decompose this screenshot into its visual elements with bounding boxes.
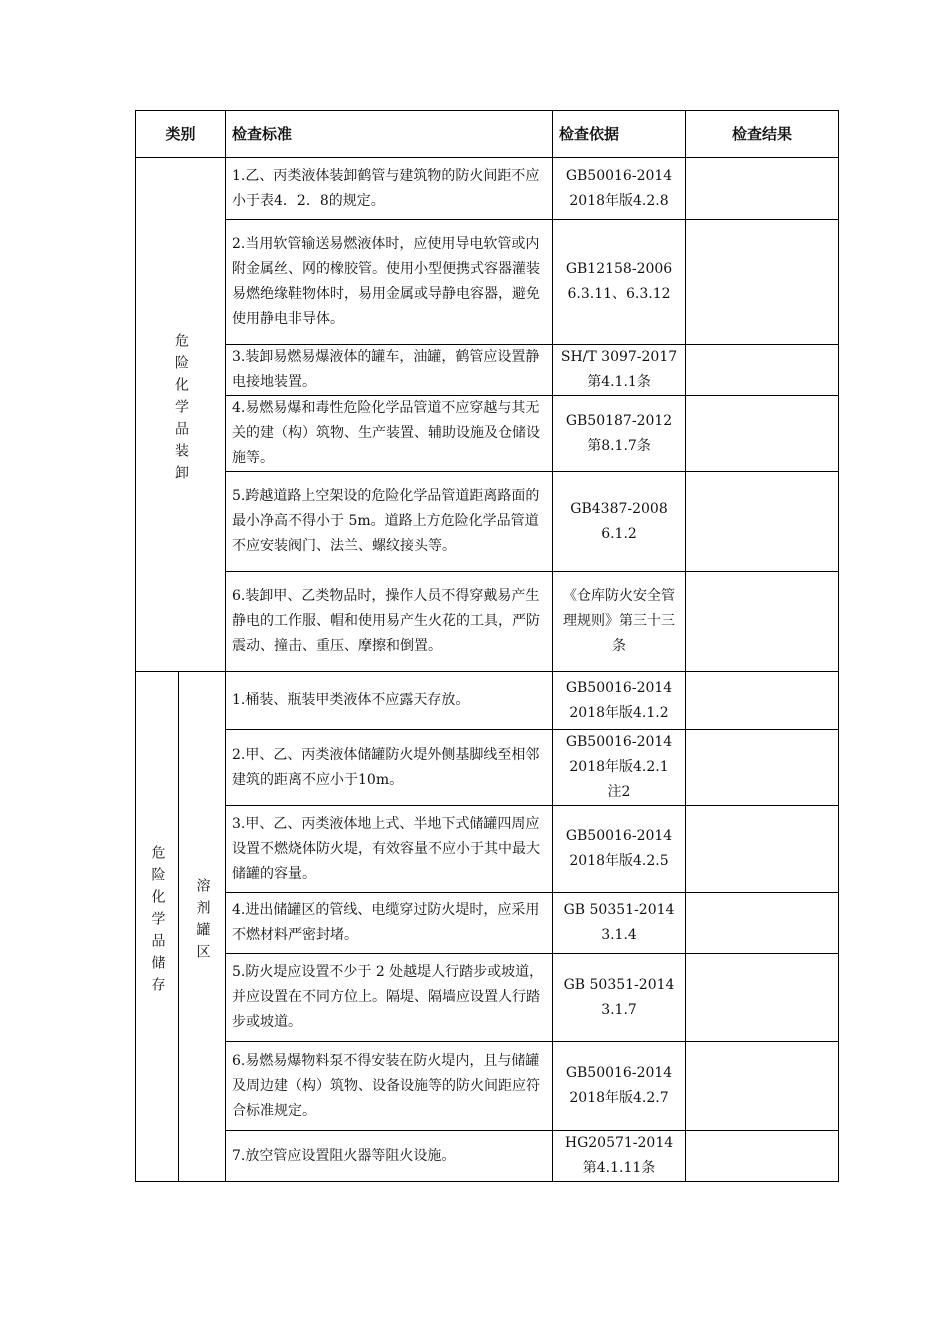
table-row: [136, 954, 839, 1042]
basis-cell: GB 50351-2014 3.1.4: [553, 893, 686, 954]
table-row: [136, 220, 839, 345]
result-cell[interactable]: [686, 158, 839, 220]
table-row: [136, 893, 839, 954]
table-row: [136, 572, 839, 672]
standard-cell: 6.装卸甲、乙类物品时，操作人员不得穿戴易产生静电的工作服、帽和使用易产生火花的工具，严防震动、撞击、重压、摩擦和倒置。: [226, 572, 553, 672]
standard-cell: 2.当用软管输送易燃液体时，应使用导电软管或内附金属丝、网的橡胶管。使用小型便携式容器灌装易燃绝缘鞋物体时，易用金属或导静电容器，避免使用静电非导体。: [226, 220, 553, 345]
table-row: [136, 1131, 839, 1182]
result-cell[interactable]: [686, 572, 839, 672]
basis-cell: GB50016-2014 2018年版4.2.1 注2: [553, 730, 686, 806]
standard-cell: 6.易燃易爆物料泵不得安装在防火堤内，且与储罐及周边建（构）筑物、设备设施等的防火间距应符合标准规定。: [226, 1042, 553, 1131]
category-label: 危险化学品储存: [149, 845, 166, 999]
header-category: 类别: [136, 111, 226, 158]
standard-cell: 5.防火堤应设置不少于 2 处越堤人行踏步或坡道，并应设置在不同方位上。隔堤、隔墙应设置人行踏步或坡道。: [226, 954, 553, 1042]
result-cell[interactable]: [686, 345, 839, 396]
standard-cell: 1.桶装、瓶装甲类液体不应露天存放。: [226, 672, 553, 730]
basis-cell: GB 50351-2014 3.1.7: [553, 954, 686, 1042]
inspection-table: [135, 110, 839, 1182]
basis-cell: 《仓库防火安全管理规则》第三十三条: [553, 572, 686, 672]
result-cell[interactable]: [686, 220, 839, 345]
basis-cell: GB12158-2006 6.3.11、6.3.12: [553, 220, 686, 345]
basis-cell: GB50016-2014 2018年版4.1.2: [553, 672, 686, 730]
table-row: [136, 672, 839, 730]
table-row: [136, 345, 839, 396]
header-basis: 检查依据: [553, 111, 686, 158]
standard-cell: 3.甲、乙、丙类液体地上式、半地下式储罐四周应设置不燃烧体防火堤，有效容量不应小于其中最大储罐的容量。: [226, 806, 553, 893]
category-cell-storage: [136, 672, 179, 1182]
result-cell[interactable]: [686, 472, 839, 572]
table-row: [136, 806, 839, 893]
standard-cell: 2.甲、乙、丙类液体储罐防火堤外侧基脚线至相邻建筑的距离不应小于10m。: [226, 730, 553, 806]
subcategory-cell: [179, 672, 226, 1182]
table-row: [136, 730, 839, 806]
result-cell[interactable]: [686, 806, 839, 893]
basis-cell: GB50016-2014 2018年版4.2.7: [553, 1042, 686, 1131]
result-cell[interactable]: [686, 893, 839, 954]
result-cell[interactable]: [686, 1131, 839, 1182]
table-row: [136, 472, 839, 572]
basis-cell: GB50187-2012 第8.1.7条: [553, 396, 686, 472]
basis-cell: GB50016-2014 2018年版4.2.8: [553, 158, 686, 220]
result-cell[interactable]: [686, 1042, 839, 1131]
result-cell[interactable]: [686, 672, 839, 730]
basis-cell: HG20571-2014 第4.1.11条: [553, 1131, 686, 1182]
basis-cell: SH/T 3097-2017 第4.1.1条: [553, 345, 686, 396]
subcategory-label: 溶剂罐区: [194, 878, 211, 966]
result-cell[interactable]: [686, 954, 839, 1042]
standard-cell: 5.跨越道路上空架设的危险化学品管道距离路面的最小净高不得小于 5m。道路上方危险化学品管道不应安装阀门、法兰、螺纹接头等。: [226, 472, 553, 572]
basis-cell: GB4387-2008 6.1.2: [553, 472, 686, 572]
result-cell[interactable]: [686, 396, 839, 472]
standard-cell: 7.放空管应设置阻火器等阻火设施。: [226, 1131, 553, 1182]
category-cell-loading: [136, 158, 226, 672]
table-row: [136, 1042, 839, 1131]
standard-cell: 1.乙、丙类液体装卸鹤管与建筑物的防火间距不应小于表4．2．8的规定。: [226, 158, 553, 220]
standard-cell: 4.易燃易爆和毒性危险化学品管道不应穿越与其无关的建（构）筑物、生产装置、辅助设施及仓储设施等。: [226, 396, 553, 472]
standard-cell: 4.进出储罐区的管线、电缆穿过防火堤时，应采用不燃材料严密封堵。: [226, 893, 553, 954]
header-row: [136, 111, 839, 158]
table-row: [136, 396, 839, 472]
basis-cell: GB50016-2014 2018年版4.2.5: [553, 806, 686, 893]
table-row: [136, 158, 839, 220]
header-standard: 检查标准: [226, 111, 553, 158]
standard-cell: 3.装卸易燃易爆液体的罐车，油罐，鹤管应设置静电接地装置。: [226, 345, 553, 396]
result-cell[interactable]: [686, 730, 839, 806]
category-label: 危险化学品装卸: [173, 333, 189, 487]
header-result: 检查结果: [686, 111, 839, 158]
